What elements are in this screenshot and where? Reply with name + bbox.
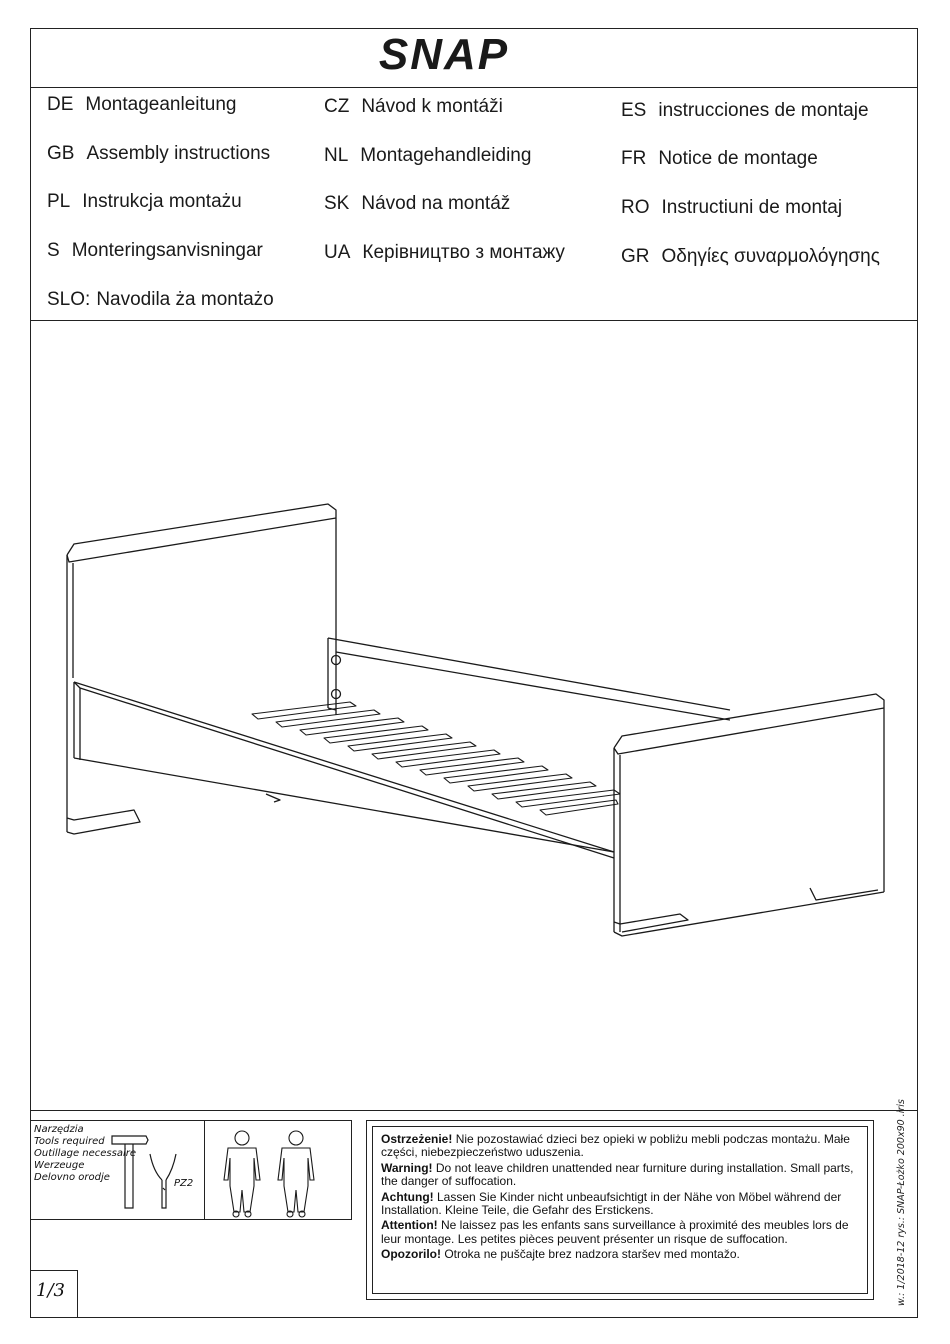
lang-slo: SLO: Navodila ża montażo [47,289,274,310]
person-icon [224,1131,260,1217]
tools-icons [110,1130,200,1214]
lang-ua: UA Керівництво з монтажу [324,242,565,263]
warning-fr: Attention! Ne laissez pas les enfants sans surveillance à proximité des meubles lors de leur montage. Les petites pièces peuvent présenter un risque de suffocation. [381,1218,849,1246]
warning-en: Warning! Do not leave children unattended near furniture during installation. Small parts, the danger of suffocation. [381,1160,854,1189]
product-title: SNAP [378,30,510,79]
lang-es: ES instrucciones de montaje [621,100,869,121]
footer-divider [30,1110,918,1111]
lang-ro: RO Instructiuni de montaj [621,197,843,218]
page-number: 1/3 [36,1280,65,1301]
screwdriver-icon [150,1154,176,1208]
two-person-icon [210,1126,330,1218]
headboard [67,504,336,832]
drawing-reference: w.: 1/2018-12 rys.: SNAP-Łożko 200x90 .iris [896,1099,907,1306]
footboard [614,694,884,936]
lang-sk: SK Návod na montáž [324,193,511,214]
title-divider [30,87,918,88]
warning-pl: Ostrzeżenie! Nie pozostawiać dzieci bez opieki w pobliżu mebli podczas montażu. Małe części, niebezpieczeństwo uduszenia. [381,1132,850,1160]
lang-gr: GR Οδηγίες συναρμολόγησης [621,246,880,267]
tools-labels: Narzędzia Tools required Outillage necessaire Werzeuge Delovno orodje [34,1124,137,1183]
lang-s: S Monteringsanvisningar [47,240,263,261]
headboard-legs [67,794,280,834]
hammer-icon [112,1136,148,1208]
tools-divider [204,1120,205,1220]
header-divider [30,320,918,321]
lang-nl: NL Montagehandleiding [324,145,532,166]
pz2-label: PZ2 [174,1178,194,1189]
warning-slo: Opozorilo! Otroka ne puščajte brez nadzora staršev med montažo. [381,1247,740,1262]
lang-cz: CZ Návod k montáži [324,96,503,117]
bed-illustration [30,322,918,1108]
warning-text [381,1133,857,1264]
lang-pl: PL Instrukcja montażu [47,191,242,212]
person-icon [278,1131,314,1217]
warning-de: Achtung! Lassen Sie Kinder nicht unbeaufsichtigt in der Nähe von Möbel während der Installation. Kleine Teile, die Gefahr des Erstickens. [381,1189,842,1218]
rear-rail [328,638,730,720]
front-rail [74,682,614,858]
lang-gb: GB Assembly instructions [47,143,271,164]
lang-de: DE Montageanleitung [47,94,237,115]
lang-fr: FR Notice de montage [621,148,818,169]
